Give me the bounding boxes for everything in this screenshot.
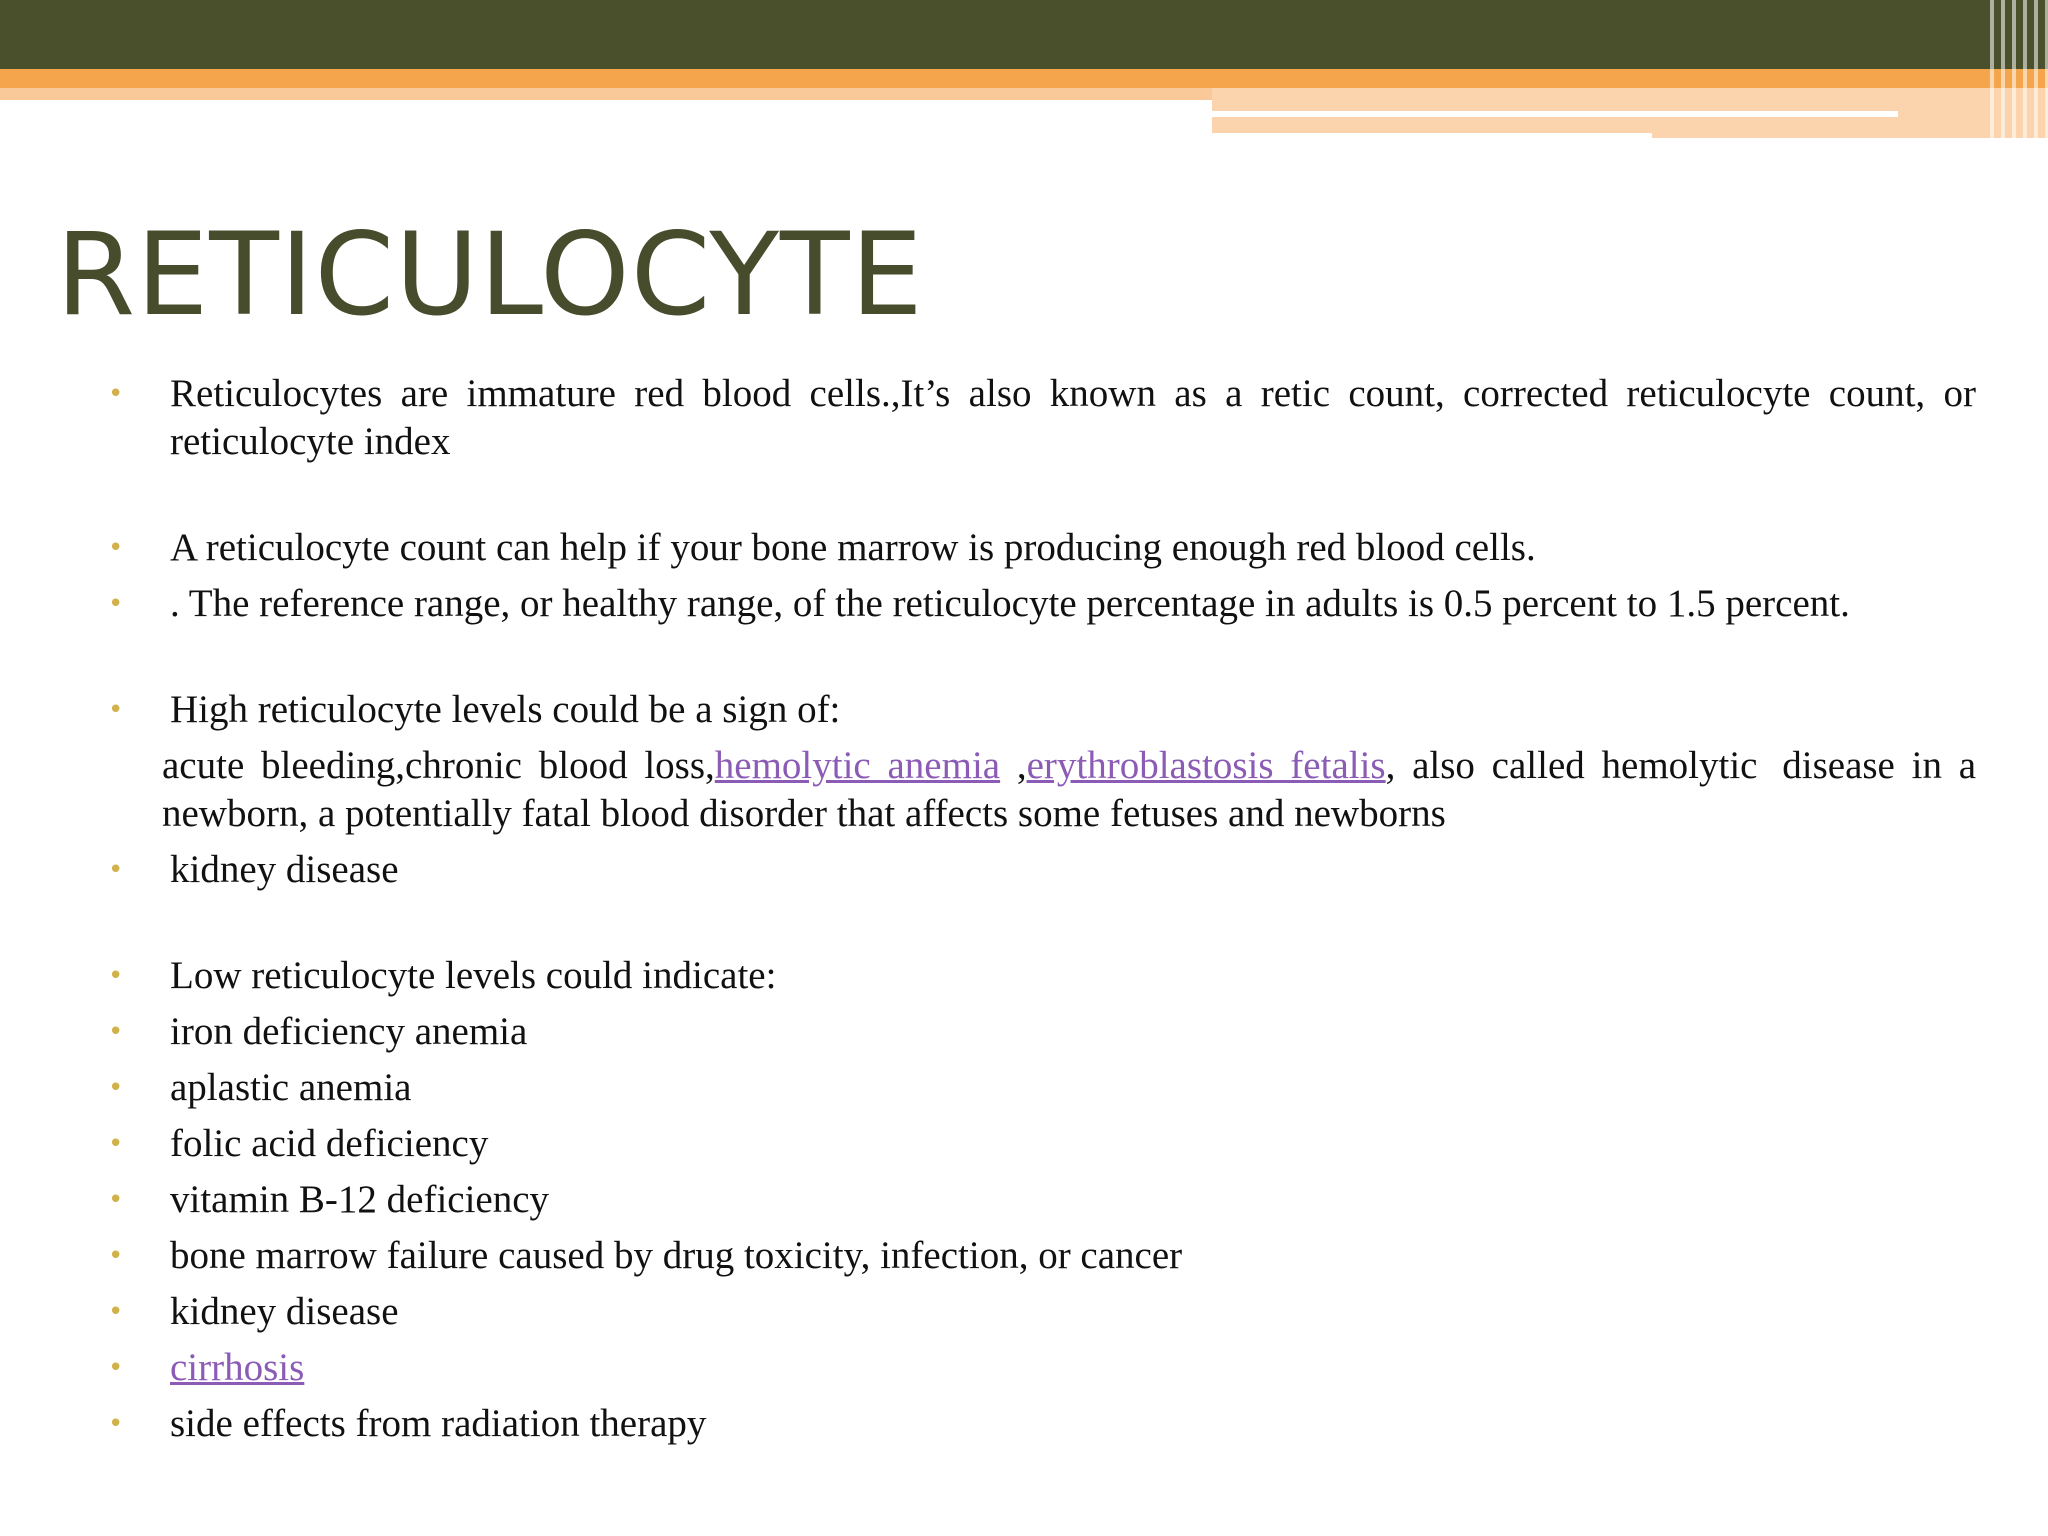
bullet-text-purpose: A reticulocyte count can help if your bone marrow is producing enough red blood cells. <box>170 526 1536 569</box>
bullet-icon: • <box>108 1185 124 1215</box>
bullet-item <box>108 370 1976 466</box>
bullet-item <box>108 686 1976 734</box>
header-stripes-decoration <box>1990 0 2048 138</box>
bullet-item <box>108 1176 1976 1224</box>
bullet-icon: • <box>108 1297 124 1327</box>
high-causes-text-start: acute bleeding,chronic blood loss, <box>162 744 715 787</box>
bullet-item <box>108 1232 1976 1280</box>
hemolytic-anemia-link[interactable]: hemolytic anemia <box>714 744 1001 787</box>
bullet-item <box>108 1120 1976 1168</box>
bullet-text-definition: Reticulocytes are immature red blood cells.,It’s also known as a retic count, corrected reticulocyte count, or reticulocyte index <box>170 372 1976 463</box>
high-causes-text-mid: , <box>1000 744 1027 787</box>
header-banner-accent-step <box>1212 133 1652 141</box>
bullet-icon: • <box>108 1017 124 1047</box>
bullet-text-high-heading: High reticulocyte levels could be a sign of: <box>170 688 841 731</box>
bullet-text-low-cause: aplastic anemia <box>170 1066 412 1109</box>
bullet-icon: • <box>108 1353 124 1383</box>
slide-body <box>108 370 1976 1456</box>
bullet-text-reference-range: . The reference range, or healthy range, of the reticulocyte percentage in adults is 0.5 percent to 1.5 percent. <box>170 582 1850 625</box>
bullet-icon: • <box>108 695 124 725</box>
bullet-text-low-cause: iron deficiency anemia <box>170 1010 528 1053</box>
bullet-icon: • <box>108 379 124 409</box>
bullet-text-low-cause: side effects from radiation therapy <box>170 1402 707 1445</box>
bullet-item <box>108 952 1976 1000</box>
cirrhosis-link[interactable]: cirrhosis <box>170 1346 305 1389</box>
bullet-icon: • <box>108 1241 124 1271</box>
slide-title: RETICULOCYTE <box>56 208 924 341</box>
bullet-text-low-cause: kidney disease <box>170 1290 399 1333</box>
bullet-item <box>108 580 1976 628</box>
header-banner-light <box>0 88 1212 100</box>
bullet-item <box>108 846 1976 894</box>
bullet-item <box>108 1288 1976 1336</box>
high-causes-paragraph <box>108 742 1976 838</box>
bullet-item <box>108 524 1976 572</box>
bullet-icon: • <box>108 1409 124 1439</box>
header-banner-dark <box>0 0 2048 69</box>
bullet-text-low-heading: Low reticulocyte levels could indicate: <box>170 954 777 997</box>
bullet-text-low-cause: folic acid deficiency <box>170 1122 489 1165</box>
bullet-icon: • <box>108 589 124 619</box>
erythroblastosis-fetalis-link[interactable]: erythroblastosis fetalis <box>1026 744 1386 787</box>
bullet-item <box>108 1344 1976 1392</box>
header-banner-orange <box>0 69 2048 88</box>
high-causes-text-end: , also called hemolytic <box>1385 744 1758 787</box>
bullet-icon: • <box>108 1129 124 1159</box>
bullet-text-kidney-high: kidney disease <box>170 848 399 891</box>
bullet-item <box>108 1400 1976 1448</box>
high-causes-text-line2: disease in a newborn, a potentially fatal blood disorder that affects some fetuses and newborns <box>162 744 1977 835</box>
bullet-text-low-cause: bone marrow failure caused by drug toxicity, infection, or cancer <box>170 1234 1183 1277</box>
bullet-text-low-cause: vitamin B-12 deficiency <box>170 1178 550 1221</box>
bullet-icon: • <box>108 961 124 991</box>
bullet-item <box>108 1064 1976 1112</box>
bullet-item <box>108 1008 1976 1056</box>
bullet-icon: • <box>108 533 124 563</box>
header-banner-accent-line <box>1212 111 1898 117</box>
bullet-icon: • <box>108 1073 124 1103</box>
bullet-icon: • <box>108 855 124 885</box>
